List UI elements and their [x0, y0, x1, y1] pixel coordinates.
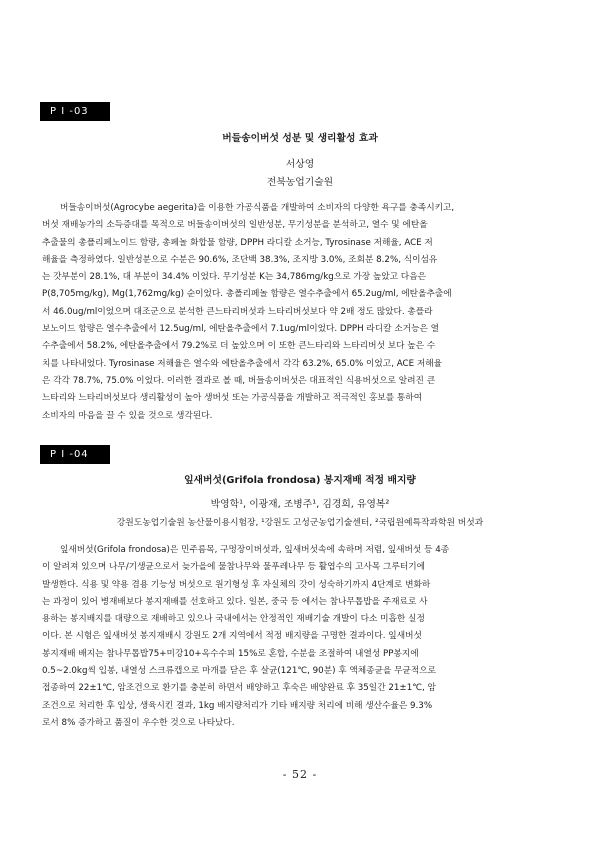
text-line: 버들송이버섯(Agrocybe aegerita)을 이용한 가공식품을 개발하여 소비자의 다양한 욕구를 충족시키고, [60, 203, 455, 213]
abstract-p1-04 [42, 542, 558, 732]
text-line: 수추출에서 58.2%, 에탄올추출에서 79.2%로 더 높았으며 이 또한 큰느타리와 느타리버섯 보다 높은 수 [42, 341, 436, 352]
section-title-p1-03: 버들송이버섯 성분 및 생리활성 효과 [222, 133, 378, 144]
text-line: 해율을 측정하였다. 일반성분으로 수분은 90.6%, 조단백 38.3%, 조지방 3.0%, 조회분 8.2%, 식이섬유 [42, 254, 438, 265]
author: 서상영 [285, 159, 315, 170]
text-line: 0.5~2.0kg씩 입봉, 내열성 스크류캡으로 마개를 닫은 후 살균(121℃, 90분) 후 액체종균을 무균적으로 [42, 666, 437, 677]
text-line: 조건으로 처리한 후 입상, 생육시킨 결과, 1kg 배지량처리가 기타 배지량 처리에 비해 생산수율은 9.3% [42, 700, 433, 711]
section-label-p1-03: P I -03 [40, 102, 110, 121]
text-line: 로서 8% 증가하고 품질이 우수한 것으로 나타났다. [42, 717, 235, 728]
text-line: 이다. 본 시험은 잎새버섯 봉지재배시 강원도 2개 지역에서 적정 배지량을 구명한 결과이다. 잎새버섯 [42, 631, 422, 642]
text-line: 서 46.0ug/ml이었으며 대조군으로 분석한 큰느타리버섯과 느타리버섯보다 약 2배 정도 많았다. 총플라 [42, 306, 433, 317]
abstract-p1-03 [42, 200, 558, 425]
text-line: 봉지재배 배지는 참나무톱밥75+미강10+옥수수피 15%로 혼합, 수분을 조절하여 내열성 PP봉지에 [42, 648, 419, 659]
text-line: 접종하여 22±1℃, 암조건으로 환기를 충분히 하면서 배양하고 후숙은 배양완료 후 35일간 21±1℃, 암 [42, 683, 436, 694]
text-line: 이 알려져 있으며 나무/기생균으로서 늦가을에 물참나무와 물푸레나무 등 활엽수의 고사목 그루터기에 [42, 562, 426, 573]
text-line: 치를 나타내었다. Tyrosinase 저해율은 열수와 에탄올추출에서 각각 63.2%, 65.0% 이었고, ACE 저해율 [42, 358, 443, 369]
affiliations: 강원도농업기술원 농산물이용시험장, ¹강원도 고성군농업기술센터, ²국립원예특작과학원 버섯과 [116, 518, 484, 528]
text-line: 는 과정이 있어 병재배보다 봉지재배를 선호하고 있다. 일본, 중국 등 에서는 참나무톱밥을 주재료로 사 [42, 596, 428, 607]
text-line: 소비자의 마음을 끌 수 있을 것으로 생각된다. [42, 410, 213, 421]
authors: 박영학¹, 이광재, 조병주¹, 김경희, 유영복² [210, 499, 390, 510]
page-number: - 52 - [282, 768, 318, 781]
text-line: 는 갓부분이 28.1%, 대 부분이 34.4% 이었다. 무기성분 K는 34,786mg/kg으로 가장 높았고 다음은 [42, 272, 426, 283]
text-line: P(8,705mg/kg), Mg(1,762mg/kg) 순이었다. 총폴리페놀 함량은 열수추출에서 65.2ug/ml, 에탄올추출에 [42, 289, 452, 300]
text-line: 느타리와 느타리버섯보다 생리활성이 높아 생버섯 또는 가공식품을 개발하고 적극적인 홍보를 통하여 [42, 393, 423, 404]
text-line: 추출물의 총폴리페노이드 함량, 총페놀 화합물 함량, DPPH 라디칼 소거능, Tyrosinase 저해율, ACE 저 [42, 237, 433, 248]
text-line: 잎새버섯(Grifola frondosa)은 민주름목, 구멍장이버섯과, 잎새버섯속에 속하며 저렴, 잎새버섯 등 4종 [60, 545, 450, 555]
text-line: 발생한다. 식용 및 약용 겸용 기능성 버섯으로 원기형성 후 자실체의 갓이 성숙하기까지 4단계로 변화하 [42, 579, 431, 590]
affiliation: 전북농업기술원 [266, 177, 334, 188]
text-line: 버섯 재배농가의 소득증대를 목적으로 버들송이버섯의 일반성분, 무기성분을 분석하고, 열수 및 에탄올 [42, 220, 428, 231]
text-line: 보노이드 함량은 열수추출에서 12.5ug/ml, 에탄올추출에서 7.1ug/ml이었다. DPPH 라디칼 소거능은 열 [42, 324, 440, 335]
text-line: 용하는 봉지배지를 대량으로 재배하고 있으나 국내에서는 안정적인 재배기술 개발이 다소 미흡한 실정 [42, 614, 425, 625]
section-label-p1-04: P I -04 [40, 445, 110, 464]
text-line: 은 각각 78.7%, 75.0% 이었다. 이러한 결과로 볼 때, 버들송이버섯은 대표적인 식용버섯으로 알려진 큰 [42, 375, 436, 386]
section-title-p1-04: 잎새버섯(Grifola frondosa) 봉지재배 적정 배지량 [184, 475, 416, 486]
